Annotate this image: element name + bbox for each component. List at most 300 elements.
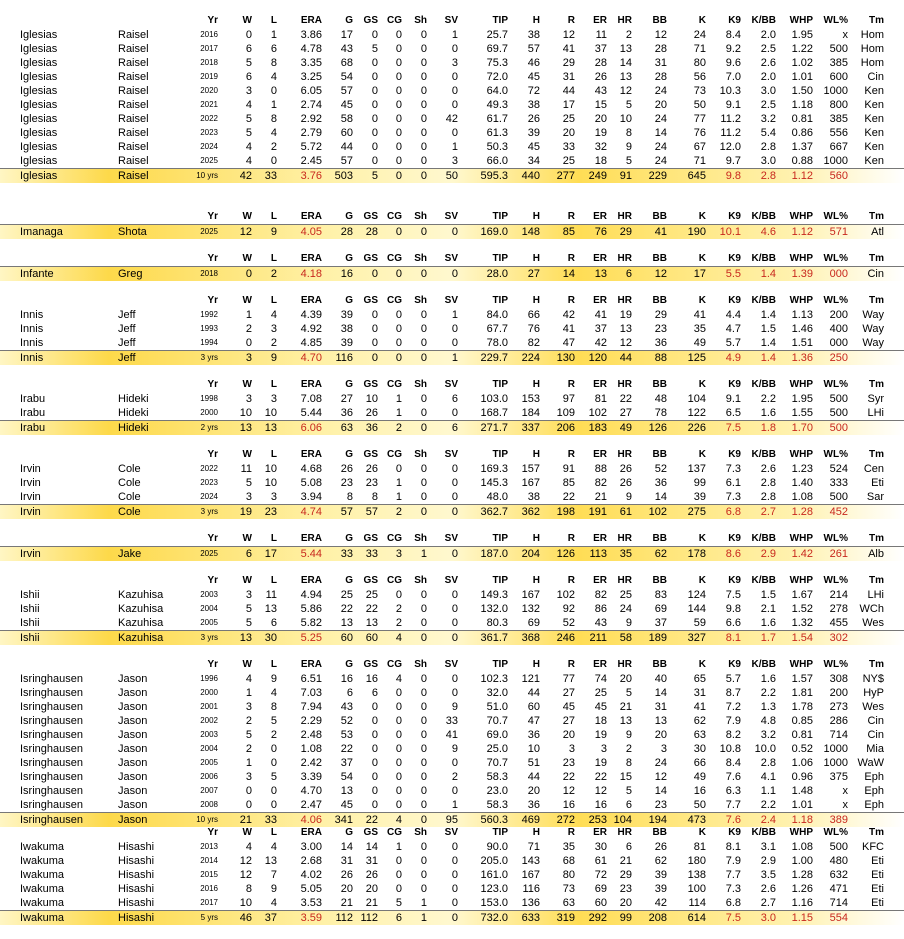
cell-whp: 1.22 xyxy=(791,43,813,55)
header-wl: WL% xyxy=(823,15,848,26)
cell-hr: 13 xyxy=(619,323,632,335)
cell-gs: 0 xyxy=(371,729,378,741)
header-k9: K9 xyxy=(728,575,741,586)
cell-sv: 9 xyxy=(451,701,458,713)
cell-h: 38 xyxy=(527,491,540,503)
season-row xyxy=(0,126,904,140)
cell-sv: 0 xyxy=(451,869,458,881)
cell-bb: 83 xyxy=(654,589,667,601)
header-er: ER xyxy=(593,253,607,264)
last-name: Ishii xyxy=(20,632,40,644)
total-w: 13 xyxy=(239,422,252,434)
season-row xyxy=(0,756,904,770)
cell-whp: 1.01 xyxy=(791,799,813,811)
header-w: W xyxy=(242,253,252,264)
season-row xyxy=(0,784,904,798)
cell-bb: 14 xyxy=(654,491,667,503)
cell-sh: 0 xyxy=(420,589,427,601)
cell-sv: 0 xyxy=(451,589,458,601)
cell-gs: 0 xyxy=(371,785,378,797)
cell-w: 0 xyxy=(245,785,252,797)
cell-tm: WaW xyxy=(857,757,884,769)
cell-cg: 0 xyxy=(395,463,402,475)
cell-sv: 0 xyxy=(451,673,458,685)
cell-yr: 2024 xyxy=(200,492,218,501)
cell-sv: 1 xyxy=(451,29,458,41)
cell-sh: 0 xyxy=(420,309,427,321)
cell-k: 16 xyxy=(693,785,706,797)
total-kbb: 2.7 xyxy=(760,506,776,518)
cell-tip: 168.7 xyxy=(480,407,508,419)
cell-h: 71 xyxy=(527,841,540,853)
total-whp: 1.70 xyxy=(791,422,813,434)
header-er: ER xyxy=(593,533,607,544)
cell-er: 41 xyxy=(594,309,607,321)
cell-er: 86 xyxy=(594,603,607,615)
total-hr: 49 xyxy=(619,422,632,434)
cell-cg: 0 xyxy=(395,757,402,769)
cell-k9: 9.1 xyxy=(725,99,741,111)
cell-sv: 9 xyxy=(451,743,458,755)
header-h: H xyxy=(532,253,540,264)
cell-hr: 6 xyxy=(625,841,632,853)
cell-l: 1 xyxy=(270,99,277,111)
header-era: ERA xyxy=(300,659,322,670)
last-name: Isringhausen xyxy=(20,814,83,826)
last-name: Innis xyxy=(20,352,44,364)
cell-g: 23 xyxy=(340,477,353,489)
cell-er: 32 xyxy=(594,141,607,153)
cell-whp: 1.37 xyxy=(791,141,813,153)
column-header-row xyxy=(0,826,904,840)
total-sv: 50 xyxy=(445,170,458,182)
cell-sv: 2 xyxy=(451,771,458,783)
cell-kbb: 1.6 xyxy=(760,407,776,419)
header-gs: GS xyxy=(363,211,378,222)
cell-er: 43 xyxy=(594,85,607,97)
cell-tm: Wes xyxy=(862,701,884,713)
cell-w: 3 xyxy=(245,85,252,97)
cell-tm: Eti xyxy=(871,869,884,881)
total-sv: 95 xyxy=(445,814,458,826)
header-er: ER xyxy=(593,295,607,306)
season-row xyxy=(0,98,904,112)
cell-whp: 1.00 xyxy=(791,855,813,867)
cell-w: 4 xyxy=(245,99,252,111)
cell-k: 56 xyxy=(693,71,706,83)
total-wl: 571 xyxy=(829,226,848,238)
last-name: Isringhausen xyxy=(20,743,83,755)
cell-kbb: 10.0 xyxy=(754,743,776,755)
header-kbb: K/BB xyxy=(751,379,776,390)
total-tip: 271.7 xyxy=(480,422,508,434)
cell-h: 82 xyxy=(527,337,540,349)
cell-tm: WCh xyxy=(859,603,884,615)
cell-era: 6.05 xyxy=(300,85,322,97)
total-sv: 1 xyxy=(451,352,458,364)
cell-kbb: 2.2 xyxy=(760,799,776,811)
first-name: Jeff xyxy=(118,323,136,335)
cell-wl: 333 xyxy=(829,477,848,489)
cell-l: 9 xyxy=(270,673,277,685)
header-l: L xyxy=(270,659,277,670)
season-row xyxy=(0,798,904,812)
cell-sv: 0 xyxy=(451,407,458,419)
cell-k: 124 xyxy=(687,589,706,601)
first-name: Jeff xyxy=(118,352,136,364)
cell-bb: 62 xyxy=(654,855,667,867)
header-yr: Yr xyxy=(207,295,218,306)
cell-er: 3 xyxy=(600,743,607,755)
cell-er: 15 xyxy=(594,99,607,111)
total-h: 633 xyxy=(521,912,540,924)
cell-cg: 0 xyxy=(395,799,402,811)
cell-r: 73 xyxy=(562,883,575,895)
cell-sh: 0 xyxy=(420,71,427,83)
cell-er: 19 xyxy=(594,127,607,139)
cell-r: 12 xyxy=(562,29,575,41)
total-kbb: 1.7 xyxy=(760,632,776,644)
cell-tip: 103.0 xyxy=(480,393,508,405)
cell-cg: 0 xyxy=(395,309,402,321)
first-name: Jason xyxy=(118,673,148,685)
cell-l: 5 xyxy=(270,771,277,783)
cell-hr: 2 xyxy=(625,29,632,41)
header-kbb: K/BB xyxy=(751,827,776,838)
total-h: 368 xyxy=(521,632,540,644)
cell-yr: 2023 xyxy=(200,128,218,137)
total-k: 17 xyxy=(693,268,706,280)
cell-cg: 1 xyxy=(395,477,402,489)
last-name: Iwakuma xyxy=(20,869,65,881)
cell-l: 0 xyxy=(270,757,277,769)
header-k: K xyxy=(698,659,706,670)
total-tip: 560.3 xyxy=(480,814,508,826)
cell-w: 5 xyxy=(245,729,252,741)
cell-l: 10 xyxy=(264,477,277,489)
cell-hr: 27 xyxy=(619,407,632,419)
cell-l: 2 xyxy=(270,141,277,153)
last-name: Iwakuma xyxy=(20,883,65,895)
cell-cg: 0 xyxy=(395,71,402,83)
header-sv: SV xyxy=(444,15,458,26)
cell-r: 97 xyxy=(562,393,575,405)
cell-w: 2 xyxy=(245,715,252,727)
cell-whp: 0.88 xyxy=(791,155,813,167)
total-h: 362 xyxy=(521,506,540,518)
total-gs: 0 xyxy=(371,268,378,280)
first-name: Raisel xyxy=(118,127,149,139)
header-g: G xyxy=(345,15,353,26)
cell-era: 7.08 xyxy=(300,393,322,405)
cell-r: 102 xyxy=(556,589,575,601)
cell-k: 63 xyxy=(693,729,706,741)
total-gs: 22 xyxy=(365,814,378,826)
cell-bb: 28 xyxy=(654,43,667,55)
cell-k: 71 xyxy=(693,155,706,167)
cell-er: 16 xyxy=(594,799,607,811)
header-cg: CG xyxy=(387,575,402,586)
cell-whp: 0.81 xyxy=(791,729,813,741)
cell-k9: 8.4 xyxy=(725,29,741,41)
header-l: L xyxy=(270,449,277,460)
cell-er: 37 xyxy=(594,43,607,55)
cell-kbb: 1.5 xyxy=(760,323,776,335)
total-hr: 58 xyxy=(619,632,632,644)
cell-gs: 5 xyxy=(371,43,378,55)
header-g: G xyxy=(345,449,353,460)
last-name: Ishii xyxy=(20,603,40,615)
header-wl: WL% xyxy=(823,827,848,838)
header-yr: Yr xyxy=(207,15,218,26)
first-name: Kazuhisa xyxy=(118,589,164,601)
cell-tm: Eti xyxy=(871,477,884,489)
cell-yr: 2000 xyxy=(200,408,218,417)
total-whp: 1.54 xyxy=(791,632,813,644)
last-name: Irvin xyxy=(20,491,41,503)
header-wl: WL% xyxy=(823,295,848,306)
column-header-row xyxy=(0,574,904,588)
cell-tm: Way xyxy=(862,309,884,321)
total-l: 30 xyxy=(264,632,277,644)
cell-k9: 9.8 xyxy=(725,603,741,615)
cell-l: 13 xyxy=(264,855,277,867)
cell-sh: 0 xyxy=(420,855,427,867)
cell-whp: 0.96 xyxy=(791,771,813,783)
cell-hr: 9 xyxy=(625,491,632,503)
cell-w: 5 xyxy=(245,477,252,489)
cell-sh: 0 xyxy=(420,743,427,755)
cell-era: 2.68 xyxy=(300,855,322,867)
cell-bb: 37 xyxy=(654,617,667,629)
total-gs: 60 xyxy=(365,632,378,644)
cell-tm: Cin xyxy=(867,715,884,727)
cell-r: 41 xyxy=(562,43,575,55)
cell-l: 0 xyxy=(270,799,277,811)
cell-kbb: 2.8 xyxy=(760,757,776,769)
first-name: Jason xyxy=(118,771,148,783)
total-h: 204 xyxy=(521,548,540,560)
cell-bb: 13 xyxy=(654,715,667,727)
total-k: 125 xyxy=(687,352,706,364)
cell-er: 43 xyxy=(594,617,607,629)
header-wl: WL% xyxy=(823,379,848,390)
total-er: 249 xyxy=(588,170,607,182)
header-h: H xyxy=(532,449,540,460)
total-bb: 62 xyxy=(654,548,667,560)
cell-whp: 1.13 xyxy=(791,309,813,321)
cell-tip: 132.0 xyxy=(480,603,508,615)
cell-tm: Ken xyxy=(864,85,884,97)
cell-sv: 0 xyxy=(451,855,458,867)
cell-cg: 0 xyxy=(395,155,402,167)
cell-yr: 2022 xyxy=(200,464,218,473)
cell-bb: 24 xyxy=(654,113,667,125)
cell-era: 4.39 xyxy=(300,309,322,321)
header-h: H xyxy=(532,533,540,544)
header-tm: Tm xyxy=(869,15,884,26)
cell-k9: 6.5 xyxy=(725,407,741,419)
season-row xyxy=(0,686,904,700)
column-header-row xyxy=(0,448,904,462)
header-whp: WHP xyxy=(789,211,813,222)
cell-whp: 1.18 xyxy=(791,99,813,111)
cell-k: 99 xyxy=(693,477,706,489)
cell-h: 143 xyxy=(521,855,540,867)
header-yr: Yr xyxy=(207,533,218,544)
cell-sv: 0 xyxy=(451,71,458,83)
total-sh: 0 xyxy=(420,352,427,364)
header-bb: BB xyxy=(652,659,667,670)
cell-whp: 1.67 xyxy=(791,589,813,601)
cell-r: 91 xyxy=(562,463,575,475)
cell-kbb: 2.0 xyxy=(760,29,776,41)
cell-gs: 8 xyxy=(371,491,378,503)
cell-cg: 0 xyxy=(395,141,402,153)
cell-gs: 26 xyxy=(365,463,378,475)
cell-sh: 0 xyxy=(420,85,427,97)
first-name: Jason xyxy=(118,729,148,741)
header-gs: GS xyxy=(363,253,378,264)
cell-era: 2.79 xyxy=(300,127,322,139)
cell-k9: 11.2 xyxy=(720,127,741,139)
cell-tm: Eti xyxy=(871,855,884,867)
cell-g: 13 xyxy=(340,617,353,629)
total-er: 292 xyxy=(588,912,607,924)
header-gs: GS xyxy=(363,379,378,390)
cell-er: 19 xyxy=(594,729,607,741)
total-cg: 0 xyxy=(395,268,402,280)
total-kbb: 2.8 xyxy=(760,170,776,182)
cell-g: 6 xyxy=(346,687,353,699)
cell-wl: x xyxy=(842,785,848,797)
cell-hr: 13 xyxy=(619,43,632,55)
cell-cg: 4 xyxy=(395,673,402,685)
header-hr: HR xyxy=(617,15,632,26)
cell-r: 52 xyxy=(562,617,575,629)
cell-k9: 9.1 xyxy=(725,393,741,405)
header-yr: Yr xyxy=(207,659,218,670)
cell-kbb: 1.6 xyxy=(760,673,776,685)
total-gs: 5 xyxy=(371,170,378,182)
cell-kbb: 3.0 xyxy=(760,85,776,97)
header-k9: K9 xyxy=(728,379,741,390)
cell-kbb: 3.5 xyxy=(760,869,776,881)
last-name: Iglesias xyxy=(20,113,58,125)
total-k: 275 xyxy=(687,506,706,518)
cell-whp: 1.16 xyxy=(791,897,813,909)
cell-hr: 10 xyxy=(619,113,632,125)
cell-bb: 28 xyxy=(654,71,667,83)
total-wl: 500 xyxy=(829,422,848,434)
header-er: ER xyxy=(593,449,607,460)
cell-hr: 19 xyxy=(619,309,632,321)
cell-er: 30 xyxy=(594,841,607,853)
cell-wl: 500 xyxy=(829,407,848,419)
cell-bb: 12 xyxy=(654,771,667,783)
cell-k: 80 xyxy=(693,57,706,69)
first-name: Cole xyxy=(118,491,141,503)
total-cg: 0 xyxy=(395,352,402,364)
header-gs: GS xyxy=(363,533,378,544)
cell-w: 2 xyxy=(245,323,252,335)
header-whp: WHP xyxy=(789,575,813,586)
season-row xyxy=(0,714,904,728)
cell-g: 53 xyxy=(340,729,353,741)
total-er: 113 xyxy=(589,548,607,560)
cell-wl: 500 xyxy=(829,393,848,405)
cell-l: 8 xyxy=(270,113,277,125)
header-g: G xyxy=(345,211,353,222)
cell-era: 3.53 xyxy=(300,897,322,909)
first-name: Cole xyxy=(118,463,141,475)
cell-tip: 69.0 xyxy=(486,729,508,741)
total-hr: 29 xyxy=(619,226,632,238)
cell-sh: 0 xyxy=(420,337,427,349)
last-name: Irvin xyxy=(20,463,41,475)
cell-h: 60 xyxy=(527,701,540,713)
cell-tip: 67.7 xyxy=(486,323,508,335)
cell-hr: 9 xyxy=(625,729,632,741)
total-bb: 194 xyxy=(648,814,667,826)
cell-gs: 23 xyxy=(365,477,378,489)
total-tip: 362.7 xyxy=(480,506,508,518)
cell-sh: 0 xyxy=(420,323,427,335)
cell-tm: LHi xyxy=(867,407,884,419)
cell-whp: 1.48 xyxy=(791,785,813,797)
cell-kbb: 2.8 xyxy=(760,477,776,489)
cell-r: 80 xyxy=(562,869,575,881)
cell-hr: 20 xyxy=(619,897,632,909)
cell-sh: 0 xyxy=(420,43,427,55)
cell-tip: 48.0 xyxy=(486,491,508,503)
cell-hr: 2 xyxy=(625,743,632,755)
cell-hr: 21 xyxy=(619,701,632,713)
first-name: Jeff xyxy=(118,309,136,321)
cell-sv: 0 xyxy=(451,43,458,55)
cell-k9: 6.8 xyxy=(725,897,741,909)
cell-era: 2.47 xyxy=(300,799,322,811)
cell-sh: 0 xyxy=(420,883,427,895)
season-row xyxy=(0,84,904,98)
cell-sv: 0 xyxy=(451,785,458,797)
header-era: ERA xyxy=(300,379,322,390)
total-sh: 0 xyxy=(420,632,427,644)
header-gs: GS xyxy=(363,827,378,838)
total-r: 246 xyxy=(556,632,575,644)
header-sv: SV xyxy=(444,211,458,222)
cell-kbb: 1.1 xyxy=(760,785,776,797)
total-bb: 229 xyxy=(648,170,667,182)
header-era: ERA xyxy=(300,211,322,222)
cell-h: 132 xyxy=(521,603,540,615)
cell-g: 60 xyxy=(340,127,353,139)
cell-sv: 0 xyxy=(451,757,458,769)
cell-w: 3 xyxy=(245,393,252,405)
header-tm: Tm xyxy=(869,827,884,838)
last-name: Iglesias xyxy=(20,57,58,69)
cell-kbb: 2.5 xyxy=(760,99,776,111)
cell-kbb: 1.3 xyxy=(760,701,776,713)
cell-er: 88 xyxy=(594,463,607,475)
total-er: 191 xyxy=(588,506,607,518)
header-r: R xyxy=(567,533,575,544)
header-k9: K9 xyxy=(728,659,741,670)
first-name: Hisashi xyxy=(118,855,155,867)
cell-k: 67 xyxy=(693,141,706,153)
total-k: 190 xyxy=(687,226,706,238)
last-name: Isringhausen xyxy=(20,687,83,699)
